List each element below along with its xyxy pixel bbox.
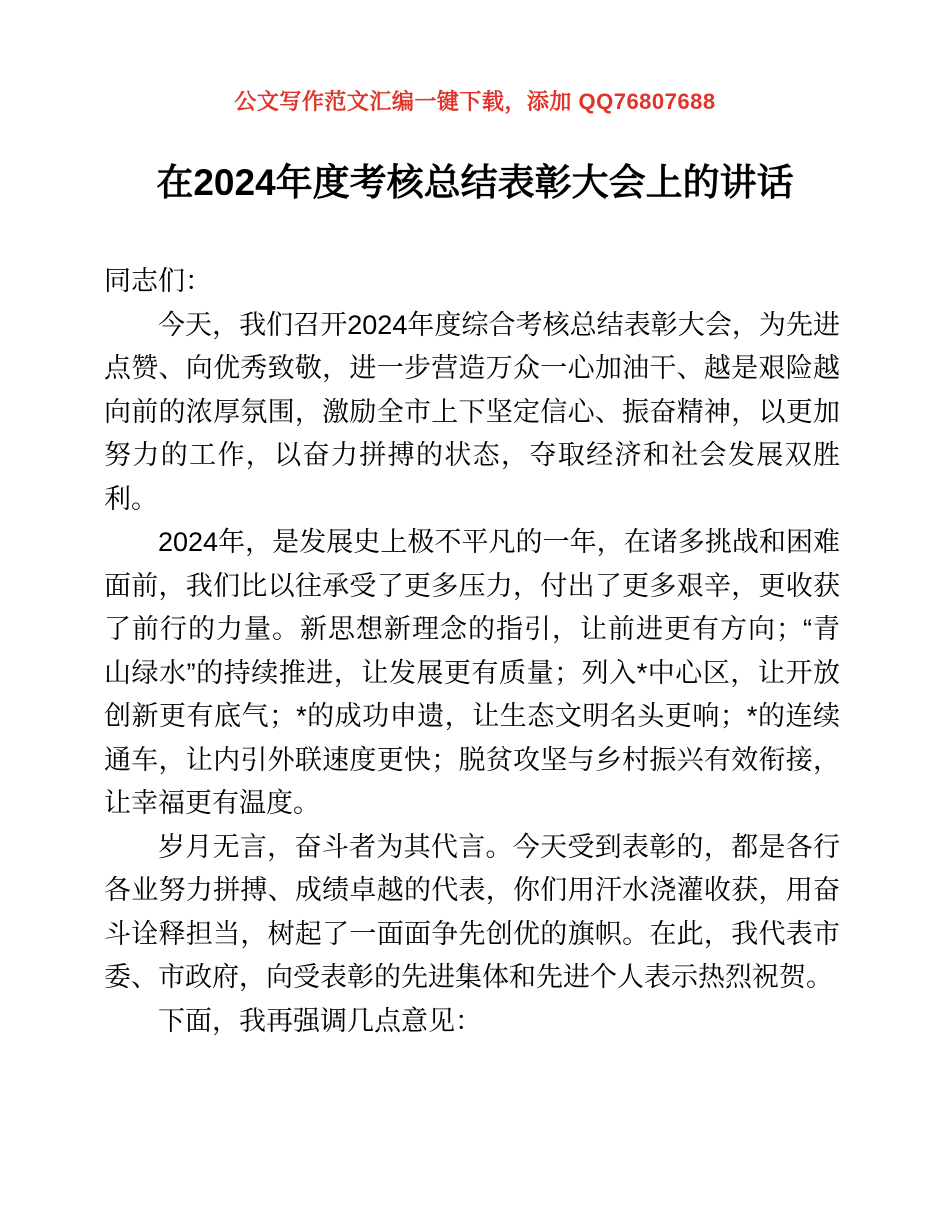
salutation: 同志们： bbox=[104, 266, 212, 296]
document-body bbox=[104, 260, 840, 1043]
paragraph: 下面，我再强调几点意见： bbox=[158, 1005, 482, 1036]
paragraph: 岁月无言，奋斗者为其代言。今天受到表彰的，都是各行各业努力拼搏、成绩卓越的代表，你们用汗水浇灌收获，用奋斗诠释担当，树起了一面面争先创优的旗帜。在此，我代表市委、市政府，向受表彰的先进集体和先进个人表示热烈祝贺。 bbox=[104, 831, 840, 992]
paragraph: 2024年，是发展史上极不平凡的一年，在诸多挑战和困难面前，我们比以往承受了更多压力，付出了更多艰辛，更收获了前行的力量。新思想新理念的指引，让前进更有方向；“青山绿水”的持续推进，让发展更有质量；列入*中心区，让开放创新更有底气；*的成功申遗，让生态文明名头更响；*的连续通车，让内引外联速度更快；脱贫攻坚与乡村振兴有效衔接，让幸福更有温度。 bbox=[104, 527, 840, 818]
document-title: 在2024年度考核总结表彰大会上的讲话 bbox=[156, 162, 794, 203]
promo-notice: 公文写作范文汇编一键下载，添加 QQ76807688 bbox=[234, 89, 716, 114]
paragraph: 今天，我们召开2024年度综合考核总结表彰大会，为先进点赞、向优秀致敬，进一步营造万众一心加油干、越是艰险越向前的浓厚氛围，激励全市上下坚定信心、振奋精神，以更加努力的工作，以奋力拼搏的状态，夺取经济和社会发展双胜利。 bbox=[104, 309, 840, 514]
